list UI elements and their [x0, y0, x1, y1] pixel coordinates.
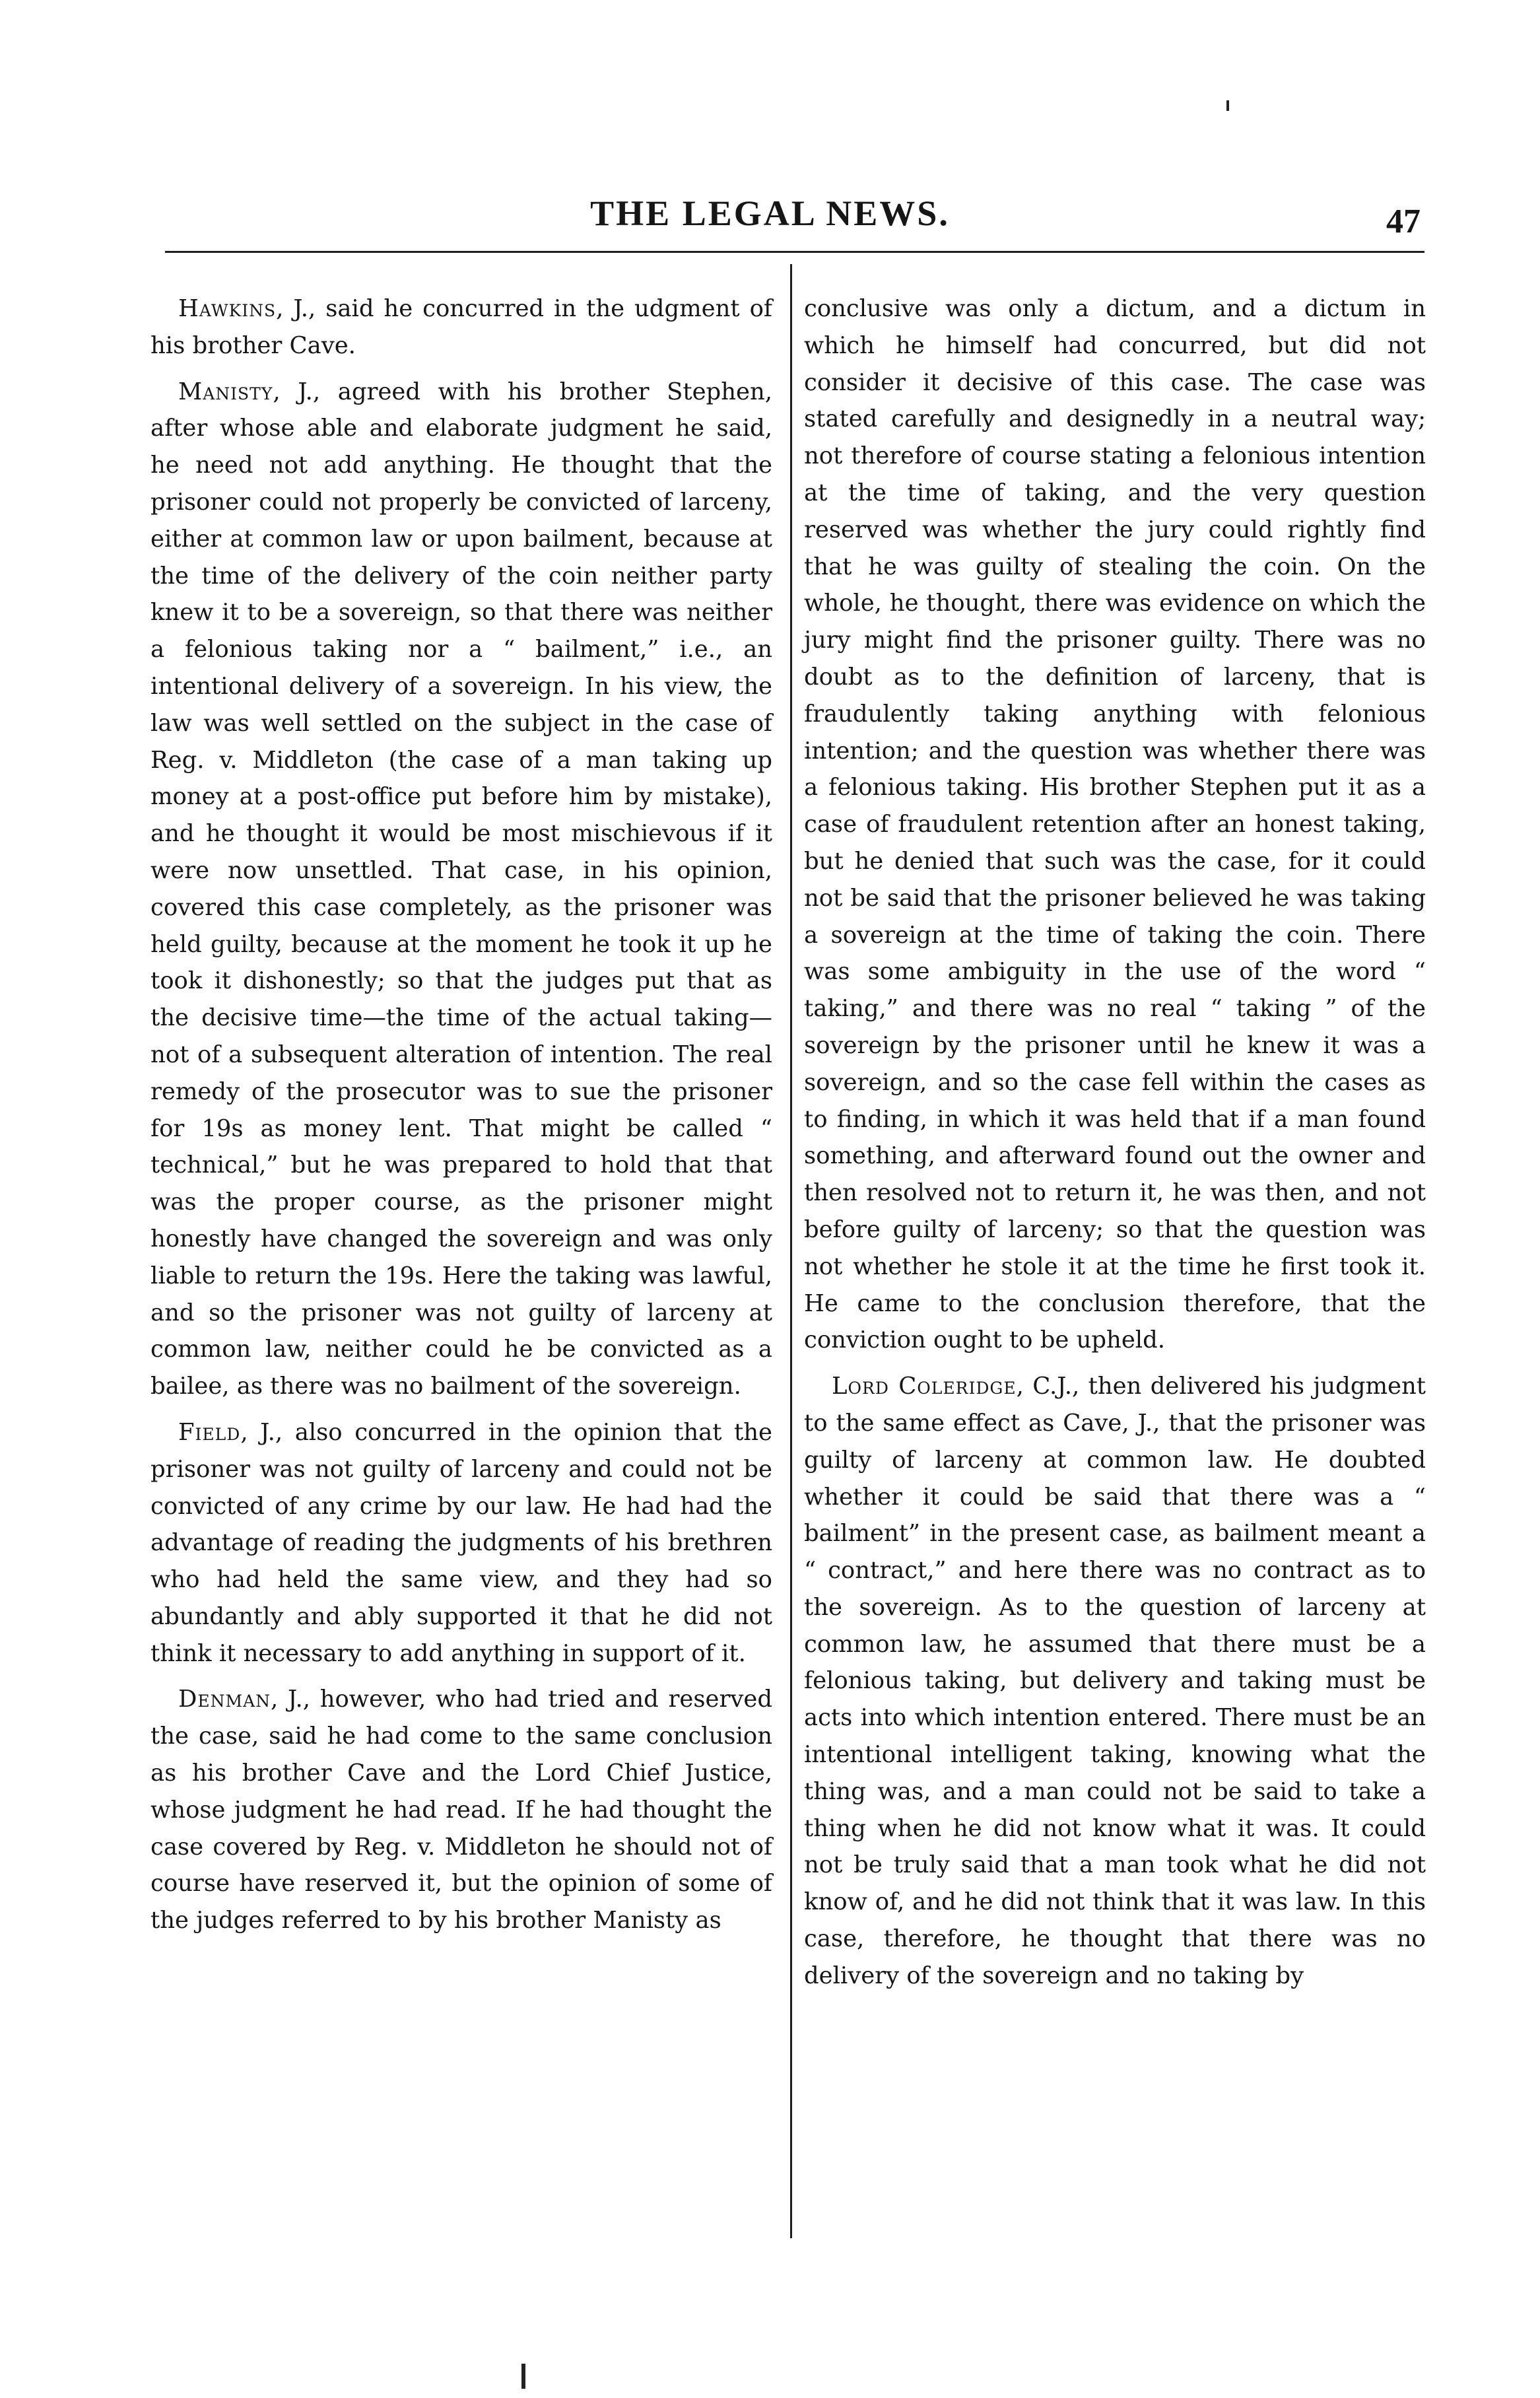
paragraph-hawkins: [151, 291, 772, 364]
paragraph-continued: conclusive was only a dictum, and a dictum in which he himself had concurred, but did not consider it decisive of this case. The case was stated carefully and designedly in a neutral way; not therefore of course stating a felonious intention at the time of taking, and the very question reserved was whether the jury could rightly find that he was guilty of stealing the coin. On the whole, he thought, there was evidence on which the jury might find the prisoner guilty. There was no doubt as to the definition of larceny, that is fraudulently taking anything with felonious intention; and the question was whether there was a felonious taking. His brother Stephen put it as a case of fraudulent retention after an honest taking, but he denied that such was the case, for it could not be said that the prisoner believed he was taking a sovereign at the time of taking the coin. There was some ambiguity in the use of the word “ taking,” and there was no real “ taking ” of the sovereign by the prisoner until he knew it was a sovereign, and so the case fell within the cases as to finding, in which it was held that if a man found something, and afterward found out the owner and then resolved not to return it, he was then, and not before guilty of larceny; so that the question was not whether he stole it at the time he first took it. He came to the conclusion therefore, that the conviction ought to be upheld.: [804, 295, 1426, 1354]
paragraph-denman: [151, 1681, 772, 1939]
judge-name: Hawkins: [178, 295, 277, 322]
judge-name: Field: [178, 1418, 241, 1446]
paragraph-manisty: [151, 374, 772, 1405]
print-speck: [1226, 100, 1229, 111]
paragraph-field: [151, 1414, 772, 1672]
header-rule: [165, 251, 1424, 253]
right-column: [804, 291, 1426, 2004]
paragraph-text: , J., agreed with his brother Stephen, after whose able and elaborate judgment he said, he need not add anything. He thought that the prisoner could not properly be convicted of larceny, either at common law or upon bailment, because at the time of the delivery of the coin neither party knew it to be a sovereign, so that there was neither a felonious taking nor a “ bailment,” i.e., an intentional delivery of a sovereign. In his view, the law was well settled on the subject in the case of Reg. v. Middleton (the case of a man taking up money at a post-office put before him by mistake), and he thought it would be most mischievous if it were now unsettled. That case, in his opinion, covered this case completely, as the prisoner was held guilty, because at the moment he took it up he took it dishonestly; so that the judges put that as the decisive time—the time of the actual taking—not of a subsequent alteration of intention. The real remedy of the prosecutor was to sue the prisoner for 19s as money lent. That might be called “ technical,” but he was prepared to hold that that was the proper course, as the prisoner might honestly have changed the sovereign and was only liable to return the 19s. Here the taking was lawful, and so the prisoner was not guilty of larceny at common law, neither could he be convicted as a bailee, as there was no bailment of the sovereign.: [151, 378, 772, 1400]
print-speck: [521, 2364, 525, 2389]
paragraph-text: , J., said he concurred in the udgment of his brother Cave.: [151, 295, 772, 359]
paragraph-text: , C.J., then delivered his judgment to the same effect as Cave, J., that the prisoner was guilty of larceny at common law. He doubted whether it could be said that there was a “ bailment” in the present case, as bailment meant a “ contract,” and here there was no contract as to the sovereign. As to the question of larceny at common law, he assumed that there must be a felonious taking, but delivery and taking must be acts into which intention entered. There must be an intentional intelligent taking, knowing what the thing was, and a man could not be said to take a thing when he did not know what it was. It could not be truly said that a man took what he did not know of, and he did not think that it was law. In this case, therefore, he thought that there was no delivery of the sovereign and no taking by: [804, 1373, 1426, 1989]
left-column: [151, 291, 772, 1948]
judge-name: Lord Coleridge: [832, 1373, 1017, 1400]
paragraph-text: , J., also concurred in the opinion that the prisoner was not guilty of larceny and could not be convicted of any crime by our law. He had had the advantage of reading the judgments of his brethren who had held the same view, and they had so abundantly and ably supported it that he did not think it necessary to add anything in support of it.: [151, 1418, 772, 1667]
running-title: THE LEGAL NEWS.: [590, 193, 950, 233]
judge-name: Manisty: [178, 378, 273, 405]
paragraph-text: , J., however, who had tried and reserved the case, said he had come to the same conclusion as his brother Cave and the Lord Chief Justice, whose judgment he had read. If he had thought the case covered by Reg. v. Middleton he should not of course have reserved it, but the opinion of some of the judges referred to by his brother Manisty as: [151, 1686, 772, 1935]
paragraph-coleridge: [804, 1368, 1426, 1995]
page-number: 47: [1386, 203, 1421, 240]
column-divider: [790, 264, 792, 2238]
judge-name: Denman: [178, 1686, 271, 1713]
